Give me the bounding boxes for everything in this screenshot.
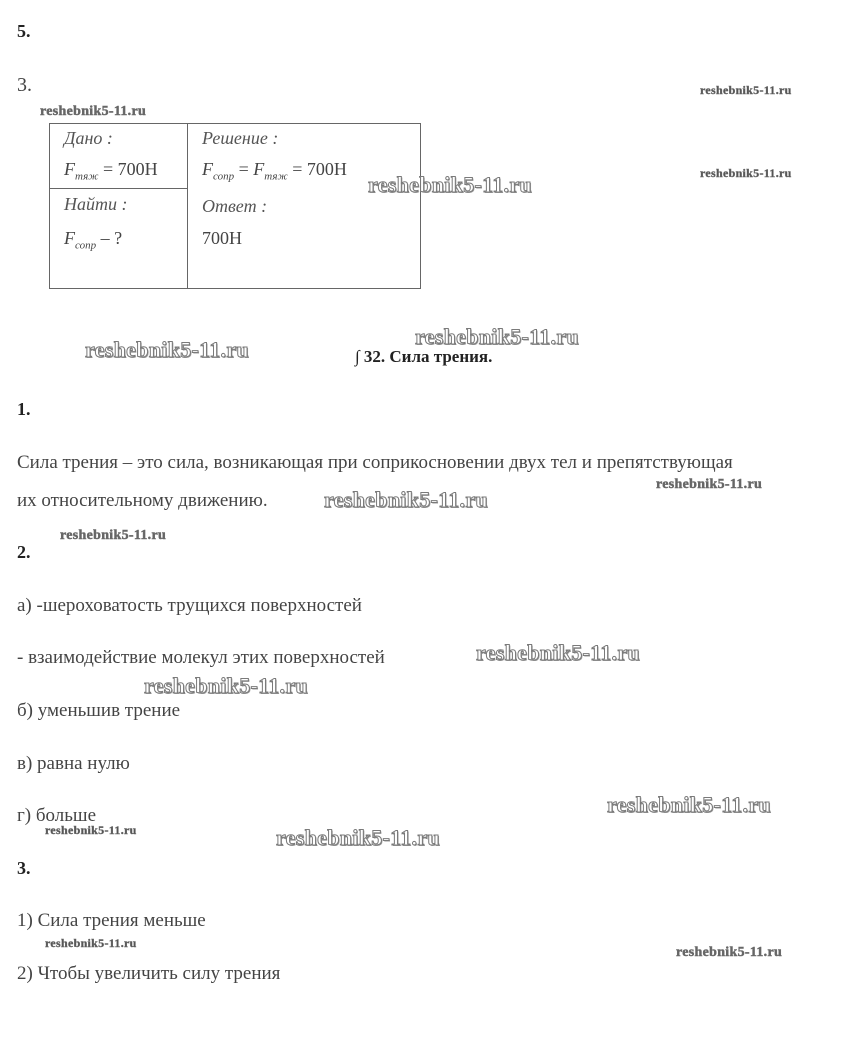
question-3-number: 3. [17,858,31,878]
watermark: reshebnik5-11.ru [276,825,440,850]
solution-value: $F_{сопр} = F_{тяж} = 700Н$ [202,159,347,183]
watermark: reshebnik5-11.ru [476,640,640,665]
question-2-answer-a-cont: - взаимодействие молекул этих поверхностей [17,647,385,668]
watermark: reshebnik5-11.ru [607,792,771,817]
question-2-answer-b: б) уменьшив трение [17,700,181,721]
table-divider-horizontal [50,188,188,189]
answer-value: 700Н [202,228,242,248]
watermark: reshebnik5-11.ru [700,166,792,180]
watermark: reshebnik5-11.ru [676,945,783,960]
watermark: reshebnik5-11.ru [324,487,488,512]
watermark: reshebnik5-11.ru [40,104,147,119]
question-2-answer-a: а) -шероховатость трущихся поверхностей [17,595,362,616]
section-title: ∫ 32. Сила трения. [355,347,493,366]
question-1-number: 1. [17,399,31,419]
watermark: reshebnik5-11.ru [368,172,532,197]
watermark: reshebnik5-11.ru [415,324,579,349]
find-label: Найти : [64,194,128,214]
watermark: reshebnik5-11.ru [45,823,137,837]
given-value: $F_{тяж} = 700Н$ [64,159,158,183]
question-3-answer-2: 2) Чтобы увеличить силу трения [17,963,281,984]
question-2-number: 2. [17,542,31,562]
question-2-answer-d: г) больше [17,805,96,826]
question-3-answer-1: 1) Сила трения меньше [17,910,206,931]
solution-label: Решение : [202,128,279,148]
watermark: reshebnik5-11.ru [45,936,137,950]
table-divider-vertical [187,124,188,288]
given-label: Дано : [64,128,113,148]
question-2-answer-c: в) равна нулю [17,753,130,774]
task-number-3: 3. [17,74,32,96]
watermark: reshebnik5-11.ru [144,673,308,698]
question-1-answer-line-2: их относительному движению. [17,490,268,511]
answer-label: Ответ : [202,196,268,216]
task-number-5: 5. [17,21,31,41]
watermark: reshebnik5-11.ru [85,337,249,362]
watermark: reshebnik5-11.ru [656,477,763,492]
watermark: reshebnik5-11.ru [60,528,167,543]
watermark: reshebnik5-11.ru [700,83,792,97]
find-value: $F_{сопр}$ – ? [64,228,123,252]
question-1-answer-line-1: Сила трения – это сила, возникающая при соприкосновении двух тел и препятствующая [17,452,733,473]
given-solution-table [49,123,421,289]
